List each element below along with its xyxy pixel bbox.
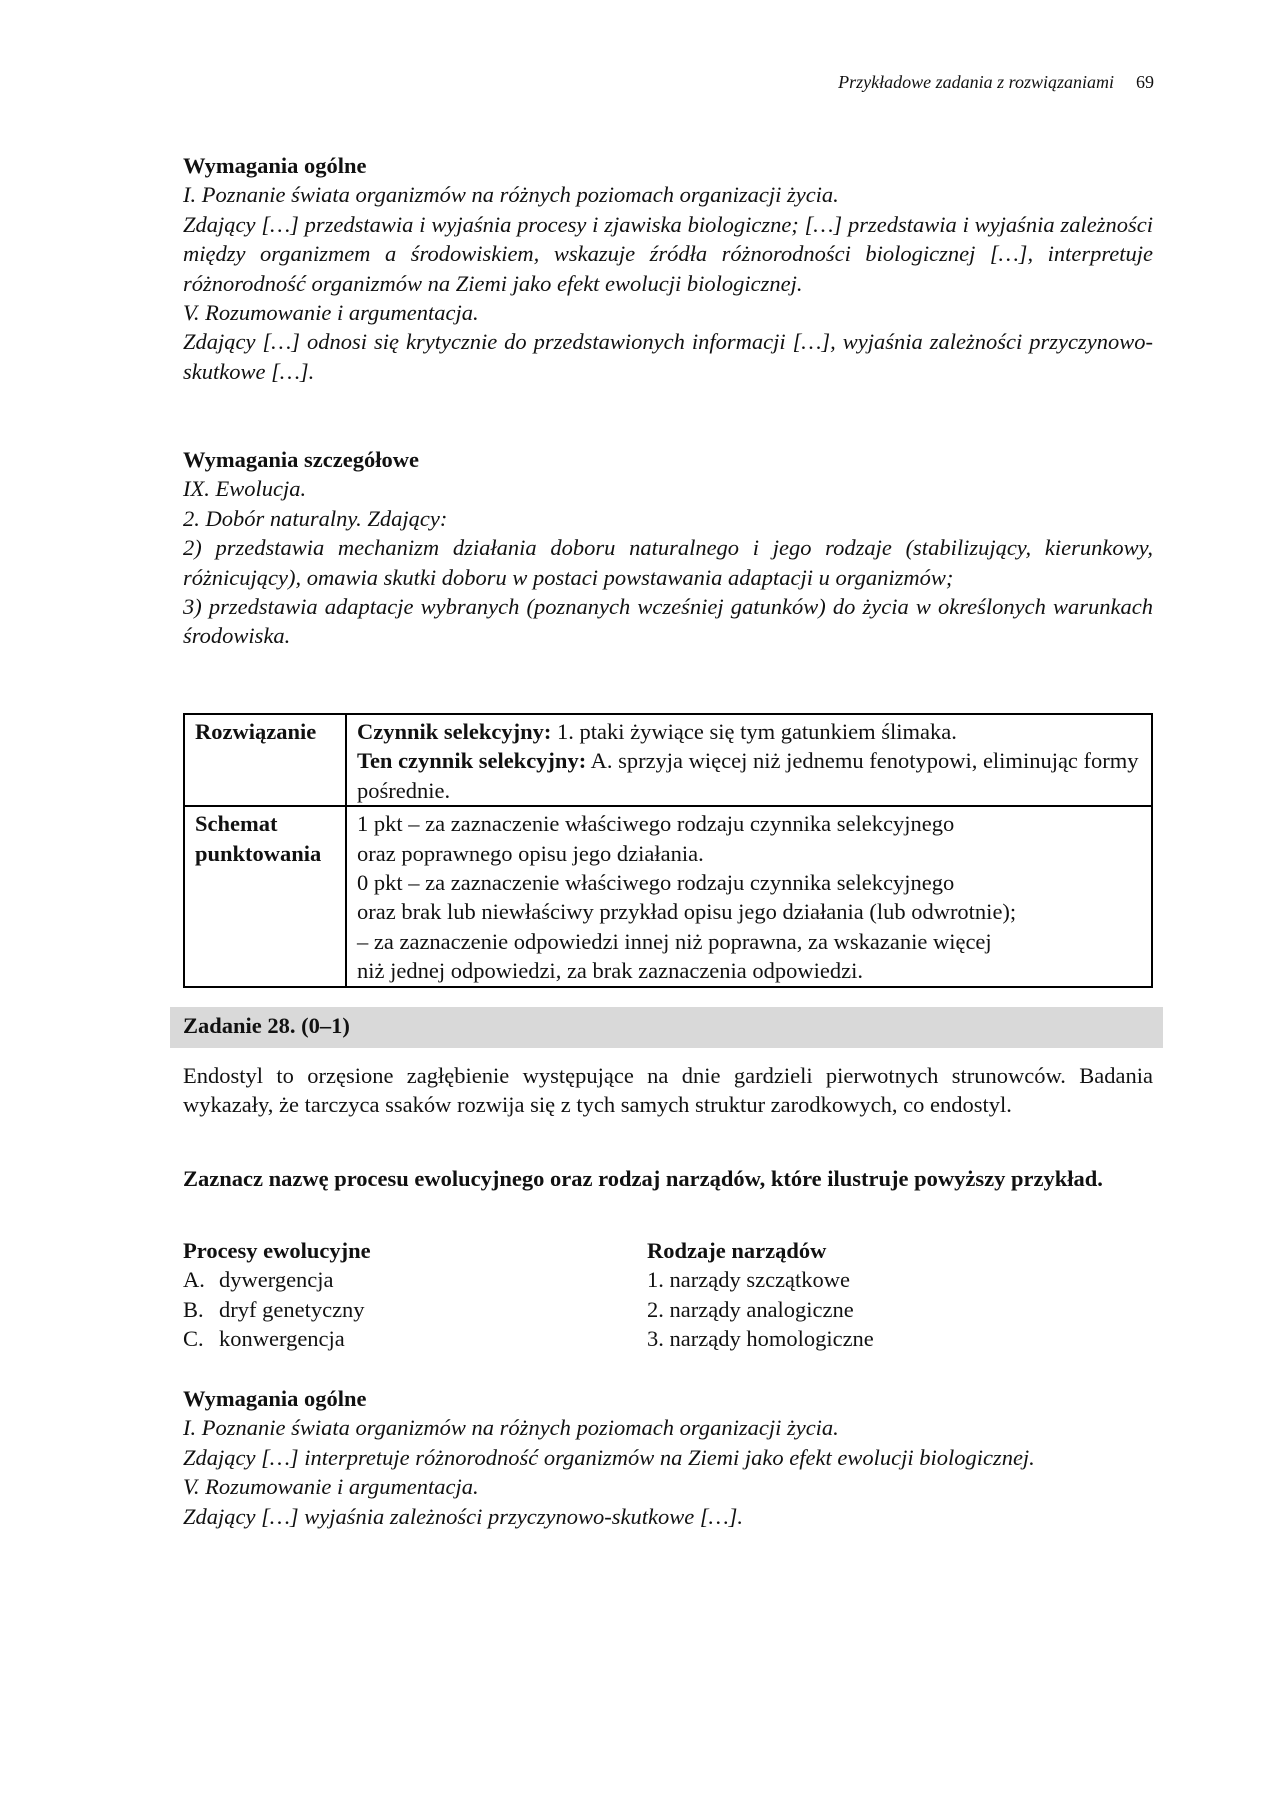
option-item[interactable]: C. konwergencja (183, 1326, 345, 1352)
section-heading: Wymagania szczegółowe (183, 447, 419, 472)
requirement-line: I. Poznanie świata organizmów na różnych poziomach organizacji życia. (183, 182, 839, 208)
requirement-line: V. Rozumowanie i argumentacja. (183, 1474, 479, 1500)
table-row (184, 714, 1152, 806)
requirement-line: Zdający […] odnosi się krytycznie do przedstawionych informacji […], wyjaśnia zależności przyczynowo-skutkowe […]. (183, 329, 1153, 384)
table-row (184, 806, 1152, 986)
requirement-line: Zdający […] wyjaśnia zależności przyczynowo-skutkowe […]. (183, 1503, 743, 1529)
bold-label: Czynnik selekcyjny: (357, 719, 552, 744)
requirement-line: Zdający […] przedstawia i wyjaśnia procesy i zjawiska biologiczne; […] przedstawia i wyjaśnia zależności między organizmem a środowiskiem, wskazuje źródła różnorodności biologicznej […], interpretuje różnorodność organizmów na Ziemi jako efekt ewolucji biologicznej. (183, 211, 1153, 296)
detailed-requirements-section (183, 445, 1153, 651)
option-item[interactable]: A. dywergencja (183, 1267, 334, 1293)
requirement-line: Zdający […] interpretuje różnorodność organizmów na Ziemi jako efekt ewolucji biologicznej. (183, 1444, 1035, 1470)
general-requirements-section-1 (183, 151, 1153, 386)
requirement-line: V. Rozumowanie i argumentacja. (183, 300, 479, 326)
task-instruction: Zaznacz nazwę procesu ewolucyjnego oraz rodzaj narządów, które ilustruje powyższy przykład. (183, 1166, 1103, 1191)
option-item[interactable]: 1. narządy szczątkowe (647, 1267, 851, 1293)
task-intro: Endostyl to orzęsione zagłębienie występujące na dnie gardzieli pierwotnych strunowców. Badania wykazały, że tarczyca ssaków rozwija się z tych samych struktur zarodkowych, co endostyl. (183, 1063, 1153, 1118)
requirement-line: I. Poznanie świata organizmów na różnych poziomach organizacji życia. (183, 1415, 839, 1441)
organs-column (647, 1236, 874, 1354)
page-number: 69 (1136, 72, 1154, 92)
section-heading: Wymagania ogólne (183, 1386, 367, 1411)
task-title-band (170, 1007, 1163, 1048)
solution-table (183, 713, 1153, 988)
option-item[interactable]: 2. narządy analogiczne (647, 1296, 854, 1322)
processes-column (183, 1236, 371, 1354)
option-item[interactable]: 3. narządy homologiczne (647, 1326, 874, 1352)
running-title: Przykładowe zadania z rozwiązaniami (838, 72, 1114, 92)
running-header (838, 72, 1154, 93)
scoring-cell: 1 pkt – za zaznaczenie właściwego rodzaju czynnika selekcyjnego oraz poprawnego opisu jego działania. 0 pkt – za zaznaczenie właściwego rodzaju czynnika selekcyjnego oraz brak lub niewłaściwy przykład opisu jego działania (lub odwrotnie); – za zaznaczenie odpowiedzi innej niż poprawna, za wskazanie więcej niż jednej odpowiedzi, za brak zaznaczenia odpowiedzi. (346, 806, 1152, 986)
section-heading: Wymagania ogólne (183, 153, 367, 178)
requirement-line: 2) przedstawia mechanizm działania doboru naturalnego i jego rodzaje (stabilizujący, kierunkowy, różnicujący), omawia skutki doboru w postaci powstawania adaptacji u organizmów; (183, 535, 1153, 590)
requirement-line: IX. Ewolucja. (183, 476, 307, 502)
row-label: Rozwiązanie (184, 714, 346, 806)
bold-label: Ten czynnik selekcyjny: (357, 748, 587, 774)
column-heading: Rodzaje narządów (647, 1238, 827, 1263)
column-heading: Procesy ewolucyjne (183, 1238, 371, 1263)
task-title: Zadanie 28. (0–1) (183, 1013, 350, 1038)
solution-cell: Czynnik selekcyjny: 1. ptaki żywiące się tym gatunkiem ślimaka. Ten czynnik selekcyjny: A. sprzyja więcej niż jednemu fenotypowi, eliminując formy pośrednie. (346, 714, 1152, 806)
general-requirements-section-2 (183, 1384, 1153, 1531)
requirement-line: 2. Dobór naturalny. Zdający: (183, 505, 448, 531)
option-item[interactable]: B. dryf genetyczny (183, 1296, 365, 1322)
requirement-line: 3) przedstawia adaptacje wybranych (poznanych wcześniej gatunków) do życia w określonych warunkach środowiska. (183, 594, 1153, 649)
row-label: Schemat punktowania (184, 806, 346, 986)
